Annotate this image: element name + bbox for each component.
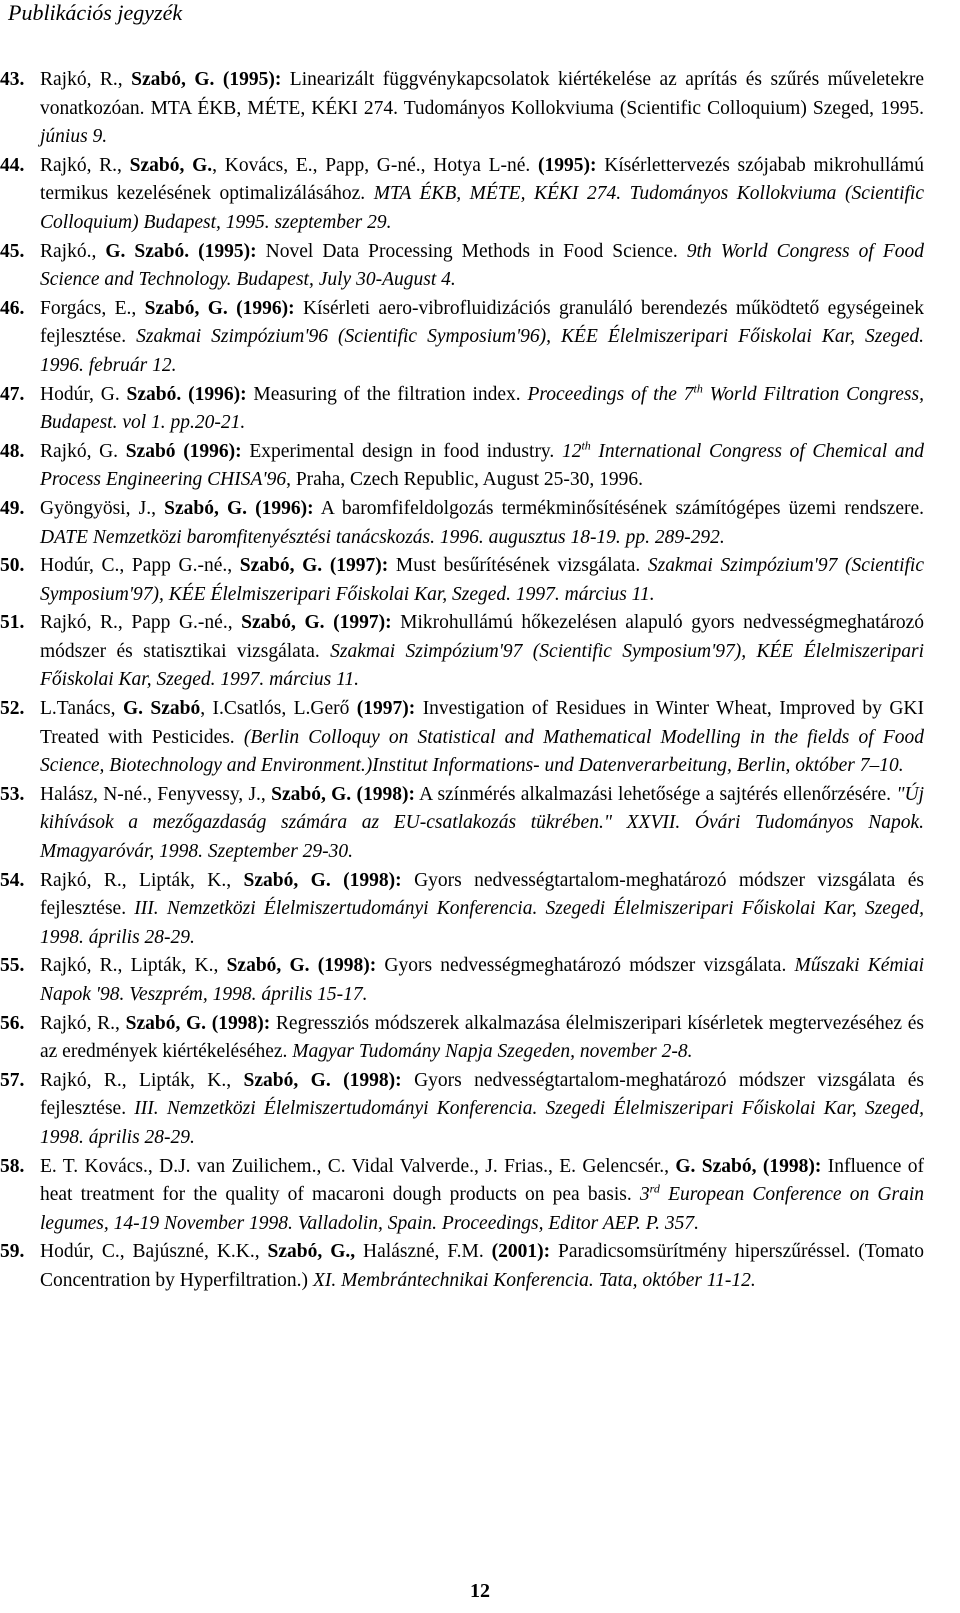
reference-text-segment: Műszaki Kémiai Napok '98. Veszprém, 1998. április 15-17. <box>40 955 925 1005</box>
reference-text-segment: Rajkó, R., <box>40 154 130 176</box>
reference-text-segment: (1995): <box>222 69 282 90</box>
reference-number: 59. <box>0 1241 25 1263</box>
reference-text-segment: , I.Csatlós, L.Gerő <box>200 698 357 720</box>
page-number: 12 <box>470 1580 490 1602</box>
reference-item <box>0 1153 924 1239</box>
reference-text-segment: International Congress of Chemical and Process Engineering CHISA'96 <box>40 440 925 491</box>
reference-text-segment: Experimental design in food industry. <box>241 440 562 462</box>
reference-text-segment: (1996): <box>255 497 314 519</box>
reference-text-segment: Must besűrítésének vizsgálata. <box>388 555 648 577</box>
reference-text-segment: (1998): <box>343 1069 402 1091</box>
reference-text-segment: World Filtration Congress, Budapest. vol 1. pp.20-21. <box>40 383 924 434</box>
reference-text-segment: Gyors nedvességtartalom-meghatározó módszer vizsgálata és fejlesztése. <box>40 869 925 920</box>
reference-text-segment: Forgács, E., <box>40 297 145 319</box>
reference-text-segment: Measuring of the filtration index. <box>246 383 528 405</box>
reference-item <box>0 238 924 295</box>
reference-text-segment: Novel Data Processing Methods in Food Science. <box>256 240 687 262</box>
reference-text-segment: Investigation of Residues in Winter Wheat, Improved by GKI Treated with Pesticides. <box>40 698 925 748</box>
reference-text-segment: III. Nemzetközi Élelmiszertudományi Konferencia. Szegedi Élelmiszeripari Főiskolai Kar, Szeged, 1998. április 28-29. <box>40 1098 924 1148</box>
reference-text-segment: Hodúr, C., Bajúszné, K.K., <box>40 1241 268 1263</box>
reference-text-segment: G. Szabó. (1995): <box>105 240 257 262</box>
reference-text-segment <box>228 298 236 319</box>
reference-text-segment: Hodúr, G. <box>40 383 127 405</box>
reference-number: 45. <box>0 240 25 262</box>
reference-text-segment: E. T. Kovács., D.J. van Zuilichem., C. Vidal Valverde., J. Frias., E. Gelencsér., <box>40 1155 676 1177</box>
reference-text-segment: Magyar Tudomány Napja Szegeden, november 2-8. <box>292 1041 693 1063</box>
reference-text-segment: Szakmai Szimpózium'96 (Scientific Symposium'96), KÉE Élelmiszeripari Főiskolai Kar, Szeged. 1996. február 12. <box>40 326 925 376</box>
reference-text-segment: Paradicsomsürítmény hiperszűréssel. (Tomato Concentration by Hyperfiltration.) <box>40 1241 924 1291</box>
reference-text-segment: Szabó, G. <box>239 555 323 577</box>
reference-text-segment: Hodúr, C., Papp G.-né., <box>40 555 240 577</box>
reference-text-segment <box>310 955 318 976</box>
reference-text-segment: 9th World Congress of Food Science and Technology. Budapest, July 30-August 4. <box>40 240 924 291</box>
reference-item <box>0 552 924 609</box>
reference-text-segment: "Új kihívások a mezőgazdaság számára az EU-csatlakozás tükrében." XXVII. Óvári Tudományos Napok. Mmagyaróvár, 1998. Szeptember 29-30. <box>40 783 925 863</box>
reference-text-segment: (1995): <box>538 154 597 176</box>
reference-number: 54. <box>0 869 25 891</box>
reference-text-segment: 12 <box>561 440 582 462</box>
reference-text-segment: , Kovács, E., Papp, G-né., Hotya L-né. <box>212 154 539 176</box>
reference-item <box>0 1238 924 1295</box>
reference-text-segment: , Praha, Czech Republic, August 25-30, 1996. <box>286 469 643 491</box>
reference-text-segment: Linearizált függvénykapcsolatok kiértékelése az aprítás és szűrés műveletekre vonatkozóan. MTA ÉKB, MÉTE, KÉKI 274. Tudományos Kollokviuma (Scientific Colloquium) Szeged, 1995. <box>40 69 924 119</box>
reference-text-segment: Rajkó, R., Lipták, K., <box>40 1069 244 1091</box>
running-header: Publikációs jegyzék <box>8 0 183 25</box>
reference-number: 48. <box>0 440 25 462</box>
reference-text-segment: (1998): <box>356 783 415 805</box>
reference-number: 43. <box>0 69 25 90</box>
reference-text-segment <box>214 69 222 90</box>
reference-text-segment: rd <box>649 1181 660 1196</box>
reference-text-segment: Szabó, G. <box>131 69 215 90</box>
reference-item <box>0 867 925 953</box>
reference-text-segment: Gyors nedvességmeghatározó módszer vizsgálata. <box>376 955 795 977</box>
reference-number: 49. <box>0 497 25 519</box>
reference-text-segment <box>325 612 334 633</box>
reference-text-segment: Halászné, F.M. <box>355 1241 492 1263</box>
reference-text-segment: Szabó, G. <box>241 612 325 634</box>
reference-text-segment: Rajkó., <box>40 240 106 262</box>
reference-text-segment: Szabó, G. <box>243 869 331 891</box>
reference-text-segment: Szakmai Szimpózium'97 (Scientific Symposium'97), KÉE Élelmiszeripari Főiskolai Kar, Szeged. 1997. március 11. <box>40 555 924 605</box>
reference-item <box>0 609 925 695</box>
reference-number: 51. <box>0 612 25 634</box>
reference-number: 50. <box>0 555 25 577</box>
reference-text-segment: MTA ÉKB, MÉTE, KÉKI 274. Tudományos Kollokviuma (Scientific Colloquium) Budapest, 1995. szeptember 29. <box>40 183 925 233</box>
reference-item <box>0 152 925 238</box>
reference-text-segment: Gyöngyösi, J., <box>40 497 165 519</box>
reference-number: 58. <box>0 1155 25 1177</box>
reference-text-segment: L.Tanács, <box>40 698 123 720</box>
reference-text-segment: Regressziós módszerek alkalmazása élelmiszeripari kísérletek megtervezéséhez és az eredmények kiértékeléséhez. <box>40 1012 925 1063</box>
reference-text-segment: Szabó, G. <box>226 955 310 977</box>
reference-item <box>0 695 925 781</box>
reference-text-segment: th <box>693 381 703 396</box>
reference-text-segment: (2001): <box>491 1241 551 1263</box>
reference-text-segment <box>247 498 255 519</box>
reference-text-segment: A színmérés alkalmazási lehetősége a sajtérés ellenőrzésére. <box>414 783 897 805</box>
reference-text-segment: A baromfifeldolgozás termékminősítésének számítógépes üzemi rendszere. <box>313 497 925 519</box>
reference-item <box>0 1010 925 1067</box>
reference-text-segment: Rajkó, R., Lipták, K., <box>40 869 244 891</box>
reference-text-segment: DATE Nemzetközi baromfitenyésztési tanácskozás. 1996. augusztus 18-19. pp. 289-292. <box>40 526 725 548</box>
reference-number: 55. <box>0 955 25 977</box>
reference-text-segment: Szabó, G. <box>125 1012 207 1034</box>
reference-text-segment: Szakmai Szimpózium'97 (Scientific Symposium'97), KÉE Élelmiszeripari Főiskolai Kar, Szeged. 1997. március 11. <box>40 640 924 691</box>
reference-text-segment: (Berlin Colloquy on Statistical and Mathematical Modelling in the fields of Food Science, Biotechnology and Environment.)Institut Informations- und Datenverarbeitung, Berlin, október 7–10. <box>40 726 924 777</box>
reference-text-segment: Rajkó, R., Papp G.-né., <box>40 612 242 634</box>
reference-text-segment: (1997): <box>329 555 389 577</box>
reference-text-segment: G. Szabó, (1998): <box>675 1155 822 1177</box>
reference-text-segment: Rajkó, R., Lipták, K., <box>40 955 227 977</box>
reference-text-segment: XI. Membrántechnikai Konferencia. Tata, október 11-12. <box>312 1269 756 1291</box>
reference-item <box>0 1067 925 1153</box>
reference-text-segment: Szabó, G. <box>144 297 228 319</box>
reference-item <box>0 952 925 1009</box>
reference-text-segment: Rajkó, R., <box>40 1012 126 1034</box>
reference-item <box>0 781 925 867</box>
reference-text-segment <box>331 870 343 891</box>
reference-text-segment: 3 <box>639 1184 650 1206</box>
reference-text-segment: G. Szabó <box>122 698 201 720</box>
reference-text-segment: (1997): <box>356 698 416 720</box>
reference-text-segment: Szabó, G. <box>243 1069 331 1091</box>
reference-number: 53. <box>0 783 25 805</box>
reference-number: 46. <box>0 297 25 319</box>
reference-text-segment: Halász, N-né., Fenyvessy, J., <box>40 783 272 805</box>
reference-number: 47. <box>0 383 25 405</box>
reference-text-segment: Rajkó, G. <box>40 440 126 462</box>
reference-text-segment: Proceedings of the 7 <box>527 383 694 405</box>
reference-item <box>0 438 925 495</box>
reference-text-segment: (1998): <box>211 1012 271 1034</box>
reference-text-segment: Szabó, G. <box>164 497 247 519</box>
reference-text-segment: Szabó, G. <box>271 783 352 805</box>
reference-text-segment: (1996): <box>236 297 295 319</box>
reference-number: 44. <box>0 154 25 176</box>
reference-text-segment: (1998): <box>317 955 377 977</box>
reference-text-segment: Szabó. (1996): <box>126 383 247 405</box>
reference-text-segment: Szabó, G. <box>129 154 213 176</box>
reference-text-segment: június 9. <box>40 126 108 148</box>
reference-text-segment: European Conference on Grain legumes, 14-19 November 1998. Valladolin, Spain. Proceedings, Editor AEP. P. 357. <box>40 1184 924 1234</box>
reference-item <box>0 381 924 438</box>
reference-list <box>0 66 925 1296</box>
reference-text-segment <box>322 555 330 576</box>
reference-text-segment: Gyors nedvességtartalom-meghatározó módszer vizsgálata és fejlesztése. <box>40 1069 925 1120</box>
reference-item <box>0 495 925 552</box>
reference-text-segment: th <box>581 438 591 453</box>
reference-text-segment: Szabó (1996): <box>125 440 242 462</box>
reference-number: 52. <box>0 698 25 720</box>
reference-text-segment: III. Nemzetközi Élelmiszertudományi Konferencia. Szegedi Élelmiszeripari Főiskolai Kar, Szeged, 1998. április 28-29. <box>40 898 924 948</box>
reference-text-segment: Mikrohullámú hőkezelésen alapuló gyors nedvességmeghatározó módszer és statisztikai vizsgálata. <box>40 612 925 662</box>
reference-text-segment <box>331 1070 343 1091</box>
reference-item <box>0 66 924 152</box>
reference-text-segment: Kísérlettervezés szójabab mikrohullámú termikus kezelésének optimalizálásához. <box>40 154 924 205</box>
reference-text-segment: Szabó, G., <box>267 1241 356 1263</box>
reference-item <box>0 295 925 381</box>
reference-number: 56. <box>0 1012 25 1034</box>
reference-text-segment: (1998): <box>343 869 402 891</box>
reference-number: 57. <box>0 1069 25 1091</box>
reference-text-segment: Rajkó, R., <box>40 69 132 90</box>
reference-text-segment: Kísérleti aero-vibrofluidizációs granuláló berendezés működtető egységeinek fejlesztése. <box>40 297 925 348</box>
reference-text-segment: Influence of heat treatment for the quality of macaroni dough products on pea basis. <box>40 1155 924 1206</box>
reference-text-segment: (1997): <box>333 612 392 634</box>
